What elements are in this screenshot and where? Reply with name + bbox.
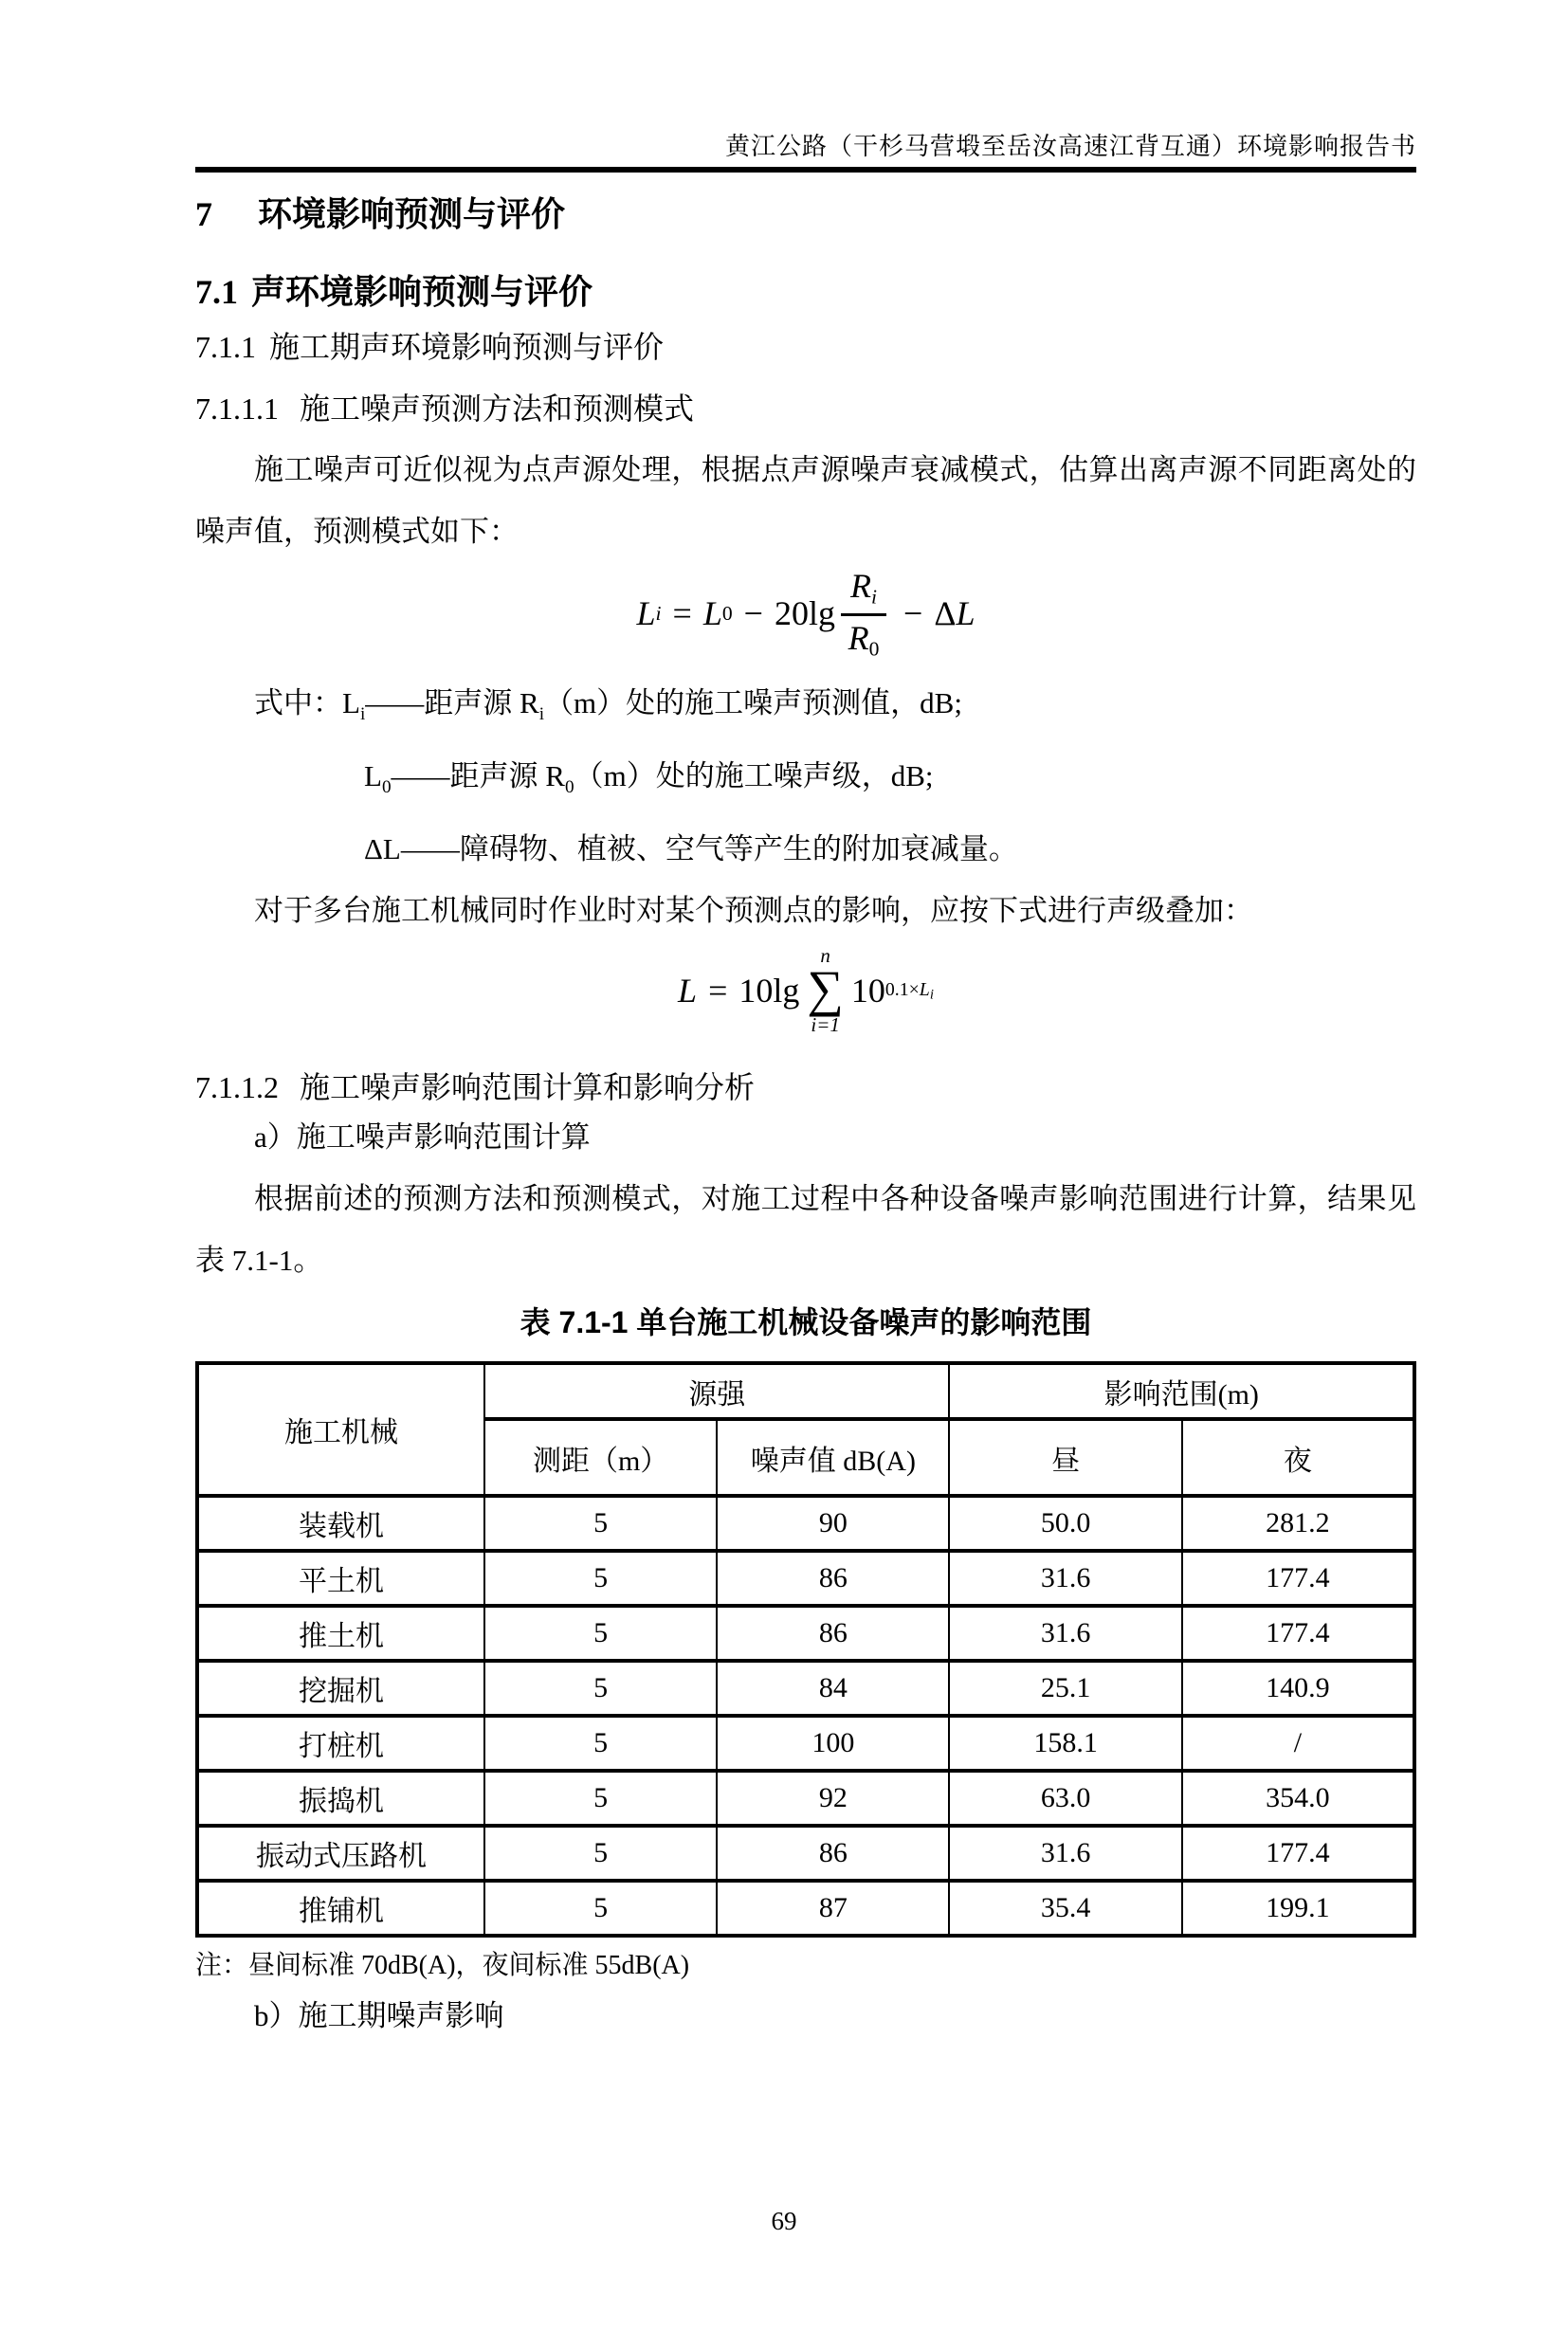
cell-noise: 100 bbox=[717, 1716, 949, 1771]
cell-night: 281.2 bbox=[1182, 1496, 1414, 1551]
cell-day: 31.6 bbox=[949, 1551, 1181, 1606]
heading-text: 施工噪声预测方法和预测模式 bbox=[300, 391, 695, 426]
calc-paragraph: 根据前述的预测方法和预测模式，对施工过程中各种设备噪声影响范围进行计算，结果见表 7.1-1。 bbox=[195, 1182, 1416, 1278]
cell-day: 35.4 bbox=[949, 1881, 1181, 1936]
table-row bbox=[197, 1826, 1414, 1881]
table-row bbox=[197, 1606, 1414, 1661]
table-title: 表 7.1-1 单台施工机械设备噪声的影响范围 bbox=[520, 1305, 1092, 1340]
table-row bbox=[197, 1661, 1414, 1716]
cell-night: 177.4 bbox=[1182, 1551, 1414, 1606]
cell-noise: 92 bbox=[717, 1771, 949, 1826]
heading-text: 施工噪声影响范围计算和影响分析 bbox=[300, 1070, 756, 1105]
col-header-night: 夜 bbox=[1182, 1419, 1414, 1496]
cell-noise: 84 bbox=[717, 1661, 949, 1716]
section-heading-7 bbox=[195, 193, 1416, 235]
cell-noise: 87 bbox=[717, 1881, 949, 1936]
cell-day: 63.0 bbox=[949, 1771, 1181, 1826]
page-content bbox=[195, 131, 1416, 2047]
item-a-line: a）施工噪声影响范围计算 bbox=[254, 1120, 591, 1155]
cell-distance: 5 bbox=[484, 1606, 717, 1661]
section-heading-7-1-1-1 bbox=[195, 390, 1416, 428]
cell-noise: 86 bbox=[717, 1551, 949, 1606]
running-header-title: 黄江公路（干杉马营塅至岳汝高速江背互通）环境影响报告书 bbox=[724, 133, 1416, 160]
noise-impact-table bbox=[195, 1361, 1416, 1938]
table-row bbox=[197, 1551, 1414, 1606]
cell-day: 31.6 bbox=[949, 1606, 1181, 1661]
page-number: 69 bbox=[771, 2207, 797, 2235]
cell-distance: 5 bbox=[484, 1881, 717, 1936]
table-row bbox=[197, 1496, 1414, 1551]
header-rule bbox=[195, 167, 1416, 173]
cell-day: 31.6 bbox=[949, 1826, 1181, 1881]
heading-number: 7.1 bbox=[195, 273, 238, 311]
definition-li: 式中：$L_i——$距声源 $R_i(m)$处的施工噪声预测值，dB; bbox=[254, 686, 962, 725]
table-header-row-groups bbox=[197, 1363, 1414, 1419]
intro-paragraph: 施工噪声可近似视为点声源处理，根据点声源噪声衰减模式，估算出离声源不同距离处的噪声值，预测模式如下： bbox=[195, 453, 1416, 548]
cell-distance: 5 bbox=[484, 1496, 717, 1551]
cell-distance: 5 bbox=[484, 1826, 717, 1881]
formula-point-source-attenuation: L i = L 0 − 20lg $\frac{Ri}{R0}$ − Δ L bbox=[636, 567, 975, 660]
heading-number: 7.1.1 bbox=[195, 330, 256, 364]
definition-l0: $L_0——$距声源 $R_0(m)$处的施工噪声级，dB; bbox=[364, 759, 934, 798]
cell-machine: 振捣机 bbox=[197, 1771, 484, 1826]
col-header-noise-value: 噪声值 dB(A) bbox=[717, 1419, 949, 1496]
superposition-paragraph: 对于多台施工机械同时作业时对某个预测点的影响，应按下式进行声级叠加： bbox=[254, 894, 1253, 928]
col-header-day: 昼 bbox=[949, 1419, 1181, 1496]
col-header-distance: 测距（m） bbox=[484, 1419, 717, 1496]
document-page bbox=[0, 131, 1568, 2348]
formula-lhs: L bbox=[636, 594, 656, 632]
cell-distance: 5 bbox=[484, 1771, 717, 1826]
heading-number: 7.1.1.1 bbox=[195, 391, 279, 426]
cell-night: / bbox=[1182, 1716, 1414, 1771]
cell-noise: 86 bbox=[717, 1826, 949, 1881]
cell-day: 25.1 bbox=[949, 1661, 1181, 1716]
cell-noise: 90 bbox=[717, 1496, 949, 1551]
heading-number: 7 bbox=[195, 195, 212, 233]
cell-night: 199.1 bbox=[1182, 1881, 1414, 1936]
heading-text: 声环境影响预测与评价 bbox=[251, 272, 593, 311]
cell-night: 140.9 bbox=[1182, 1661, 1414, 1716]
cell-machine: 装载机 bbox=[197, 1496, 484, 1551]
cell-day: 50.0 bbox=[949, 1496, 1181, 1551]
group-header-impact-range: 影响范围(m) bbox=[949, 1363, 1414, 1419]
cell-distance: 5 bbox=[484, 1716, 717, 1771]
cell-noise: 86 bbox=[717, 1606, 949, 1661]
section-heading-7-1 bbox=[195, 271, 1416, 313]
cell-day: 158.1 bbox=[949, 1716, 1181, 1771]
formula-definitions bbox=[195, 672, 1416, 941]
cell-machine: 平土机 bbox=[197, 1551, 484, 1606]
cell-machine: 振动式压路机 bbox=[197, 1826, 484, 1881]
table-row bbox=[197, 1771, 1414, 1826]
heading-text: 施工期声环境影响预测与评价 bbox=[269, 330, 665, 364]
cell-distance: 5 bbox=[484, 1661, 717, 1716]
heading-number: 7.1.1.2 bbox=[195, 1070, 279, 1105]
cell-machine: 推土机 bbox=[197, 1606, 484, 1661]
table-row bbox=[197, 1881, 1414, 1936]
cell-machine: 推铺机 bbox=[197, 1881, 484, 1936]
cell-machine: 打桩机 bbox=[197, 1716, 484, 1771]
heading-text: 环境影响预测与评价 bbox=[258, 194, 566, 233]
section-heading-7-1-1-2 bbox=[195, 1068, 1416, 1106]
cell-night: 354.0 bbox=[1182, 1771, 1414, 1826]
cell-night: 177.4 bbox=[1182, 1606, 1414, 1661]
definition-delta-l: ΔL——障碍物、植被、空气等产生的附加衰减量。 bbox=[364, 832, 1018, 866]
cell-distance: 5 bbox=[484, 1551, 717, 1606]
formula-fraction: $\frac{Ri}{R0}$ bbox=[841, 566, 886, 660]
section-heading-7-1-1 bbox=[195, 328, 1416, 366]
summation-symbol: n ∑ i=1 bbox=[807, 944, 844, 1037]
cell-night: 177.4 bbox=[1182, 1826, 1414, 1881]
item-b-line: b）施工期噪声影响 bbox=[254, 1999, 504, 2033]
col-header-machine: 施工机械 bbox=[197, 1363, 484, 1496]
group-header-source-strength: 源强 bbox=[484, 1363, 949, 1419]
table-row bbox=[197, 1716, 1414, 1771]
formula-noise-superposition: L = 10lg n ∑ i=1 10 0.1×Li bbox=[678, 944, 934, 1037]
table-note: 注：昼间标准 70dB(A)，夜间标准 55dB(A) bbox=[195, 1951, 690, 1981]
cell-machine: 挖掘机 bbox=[197, 1661, 484, 1716]
